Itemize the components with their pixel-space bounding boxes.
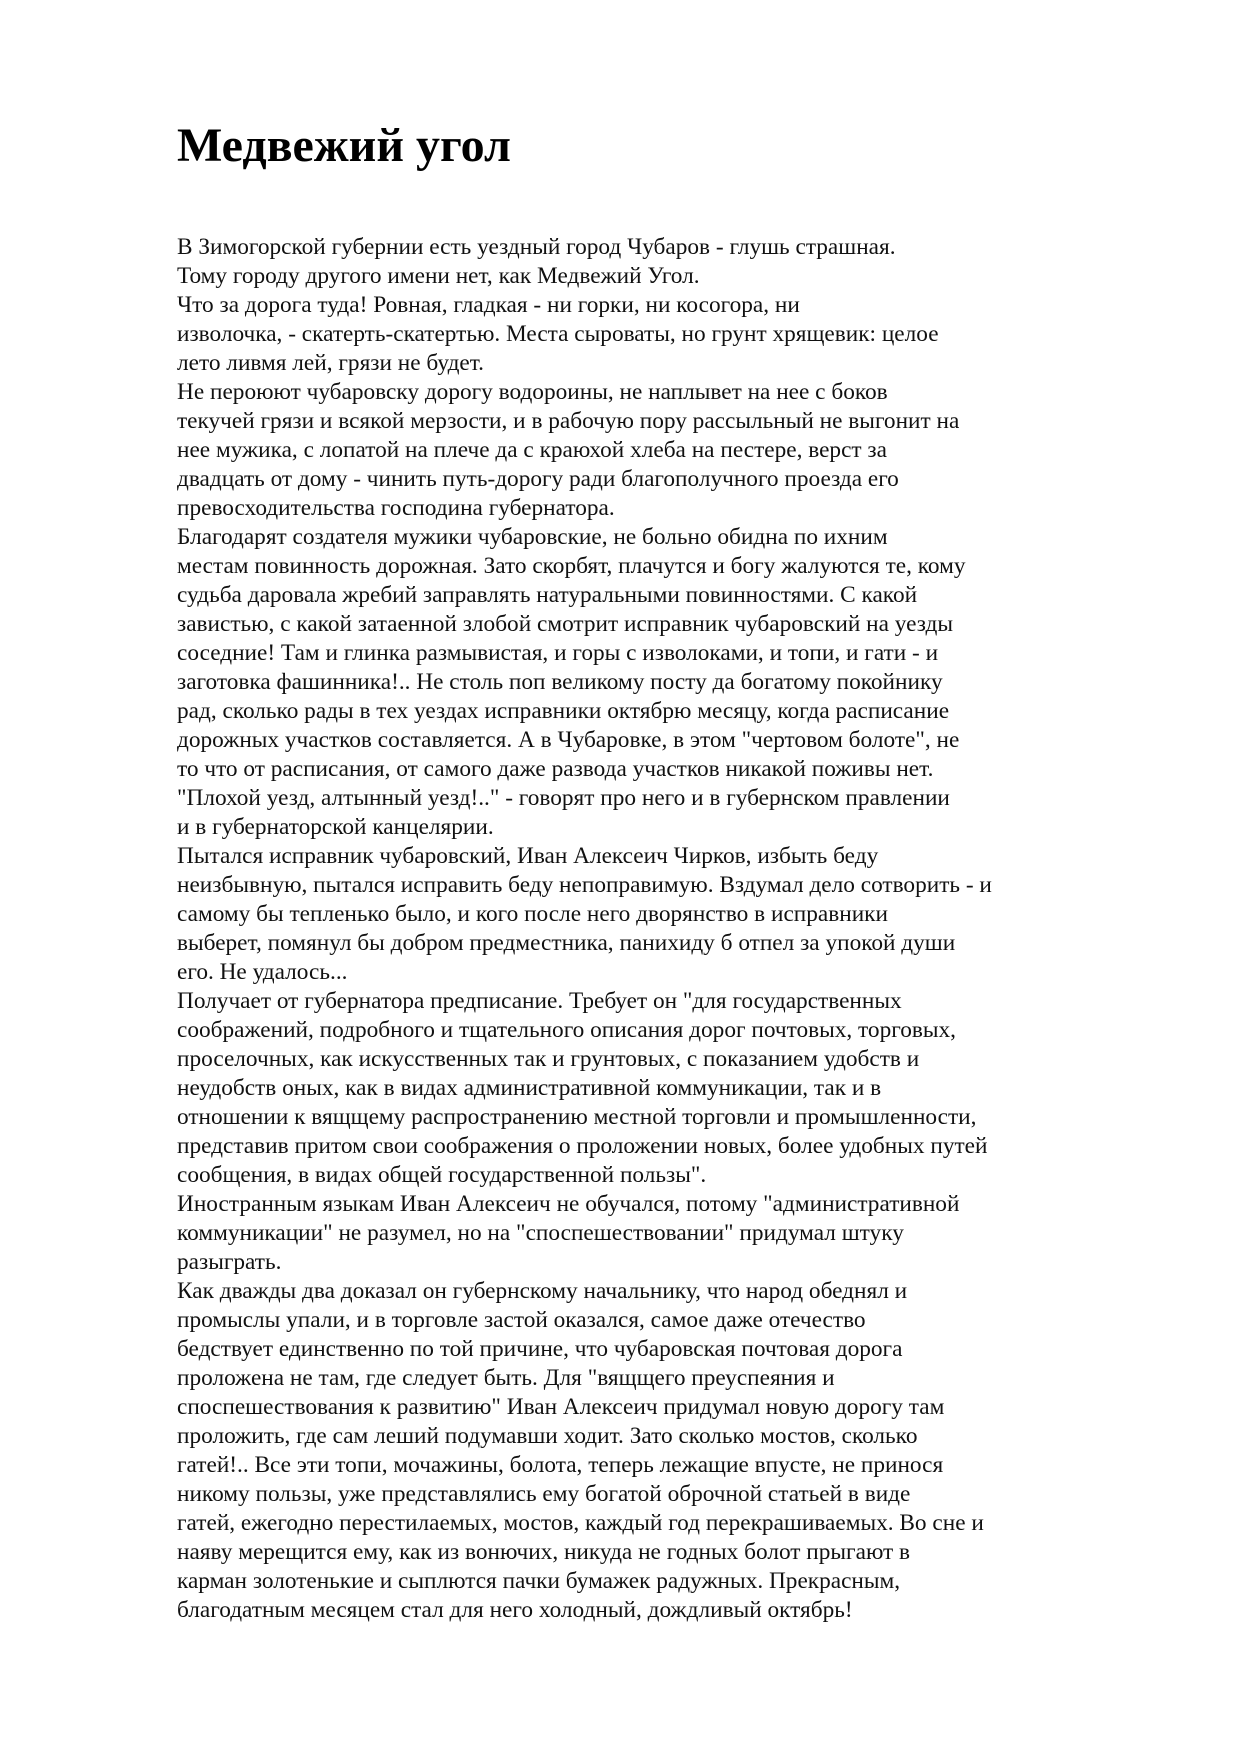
text-line: выберет, помянул бы добром предместника, панихиду б отпел за упокой души bbox=[177, 930, 956, 956]
text-line: неизбывную, пытался исправить беду непоправимую. Вздумал дело сотворить - и bbox=[177, 872, 992, 898]
text-line: то что от расписания, от самого даже развода участков никакой поживы нет. bbox=[177, 756, 934, 782]
text-line: бедствует единственно по той причине, что чубаровская почтовая дорога bbox=[177, 1336, 903, 1362]
text-line: гатей, ежегодно перестилаемых, мостов, каждый год перекрашиваемых. Во сне и bbox=[177, 1510, 984, 1536]
text-line: судьба даровала жребий заправлять натуральными повинностями. С какой bbox=[177, 582, 918, 608]
text-line: дорожных участков составляется. А в Чубаровке, в этом "чертовом болоте", не bbox=[177, 727, 960, 753]
text-line: Пытался исправник чубаровский, Иван Алексеич Чирков, избыть беду bbox=[177, 843, 879, 869]
text-line: проселочных, как искусственных так и грунтовых, с показанием удобств и bbox=[177, 1046, 920, 1072]
text-line: Получает от губернатора предписание. Требует он "для государственных bbox=[177, 988, 902, 1014]
text-line: превосходительства господина губернатора. bbox=[177, 495, 615, 521]
text-line: нее мужика, с лопатой на плече да с краюхой хлеба на пестере, верст за bbox=[177, 437, 887, 463]
text-line: завистью, с какой затаенной злобой смотрит исправник чубаровский на уезды bbox=[177, 611, 954, 637]
text-line: Благодарят создателя мужики чубаровские, не больно обидна по ихним bbox=[177, 524, 888, 550]
text-line: гатей!.. Все эти топи, мочажины, болота, теперь лежащие впусте, не принося bbox=[177, 1452, 944, 1478]
text-line: сообщения, в видах общей государственной пользы". bbox=[177, 1162, 707, 1188]
text-line: текучей грязи и всякой мерзости, и в рабочую пору рассыльный не выгонит на bbox=[177, 408, 960, 434]
text-line: отношении к вящщему распространению местной торговли и промышленности, bbox=[177, 1104, 977, 1130]
text-line: соседние! Там и глинка размывистая, и горы с изволоками, и топи, и гати - и bbox=[177, 640, 939, 666]
text-line: изволочка, - скатерть-скатертью. Места сыроваты, но грунт хрящевик: целое bbox=[177, 321, 939, 347]
document-title: Медвежий угол bbox=[177, 119, 511, 172]
text-line: наяву мерещится ему, как из вонючих, никуда не годных болот прыгают в bbox=[177, 1539, 911, 1565]
text-line: двадцать от дому - чинить путь-дорогу ради благополучного проезда его bbox=[177, 466, 899, 492]
text-line: самому бы тепленько было, и кого после него дворянство в исправники bbox=[177, 901, 888, 927]
text-line: благодатным месяцем стал для него холодный, дождливый октябрь! bbox=[177, 1597, 853, 1623]
text-line: представив притом свои соображения о проложении новых, более удобных путей bbox=[177, 1133, 988, 1159]
text-line: Тому городу другого имени нет, как Медвежий Угол. bbox=[177, 263, 700, 289]
text-line: неудобств оных, как в видах административной коммуникации, так и в bbox=[177, 1075, 882, 1101]
text-line: Что за дорога туда! Ровная, гладкая - ни горки, ни косогора, ни bbox=[177, 292, 800, 318]
text-line: соображений, подробного и тщательного описания дорог почтовых, торговых, bbox=[177, 1017, 956, 1043]
text-line: В Зимогорской губернии есть уездный город Чубаров - глушь страшная. bbox=[177, 234, 896, 260]
text-line: никому пользы, уже представлялись ему богатой оброчной статьей в виде bbox=[177, 1481, 911, 1507]
text-line: проложена не там, где следует быть. Для "вящщего преуспеяния и bbox=[177, 1365, 835, 1391]
text-line: и в губернаторской канцелярии. bbox=[177, 814, 494, 840]
text-line: его. Не удалось... bbox=[177, 959, 348, 985]
text-line: промыслы упали, и в торговле застой оказался, самое даже отечество bbox=[177, 1307, 866, 1333]
text-line: лето ливмя лей, грязи не будет. bbox=[177, 350, 485, 376]
document-body bbox=[177, 233, 1077, 1625]
text-line: рад, сколько рады в тех уездах исправники октябрю месяцу, когда расписание bbox=[177, 698, 950, 724]
text-line: разыграть. bbox=[177, 1249, 282, 1275]
text-line: "Плохой уезд, алтынный уезд!.." - говорят про него и в губернском правлении bbox=[177, 785, 950, 811]
text-line: коммуникации" не разумел, но на "споспешествовании" придумал штуку bbox=[177, 1220, 904, 1246]
text-line: Как дважды два доказал он губернскому начальнику, что народ обеднял и bbox=[177, 1278, 908, 1304]
text-line: Не пероюют чубаровску дорогу водороины, не наплывет на нее с боков bbox=[177, 379, 888, 405]
text-line: Иностранным языкам Иван Алексеич не обучался, потому "административной bbox=[177, 1191, 960, 1217]
text-line: местам повинность дорожная. Зато скорбят, плачутся и богу жалуются те, кому bbox=[177, 553, 966, 579]
text-line: карман золотенькие и сыплются пачки бумажек радужных. Прекрасным, bbox=[177, 1568, 901, 1594]
text-line: проложить, где сам леший подумавши ходит. Зато сколько мостов, сколько bbox=[177, 1423, 918, 1449]
text-line: заготовка фашинника!.. Не столь поп великому посту да богатому покойнику bbox=[177, 669, 943, 695]
text-line: споспешествования к развитию" Иван Алексеич придумал новую дорогу там bbox=[177, 1394, 945, 1420]
